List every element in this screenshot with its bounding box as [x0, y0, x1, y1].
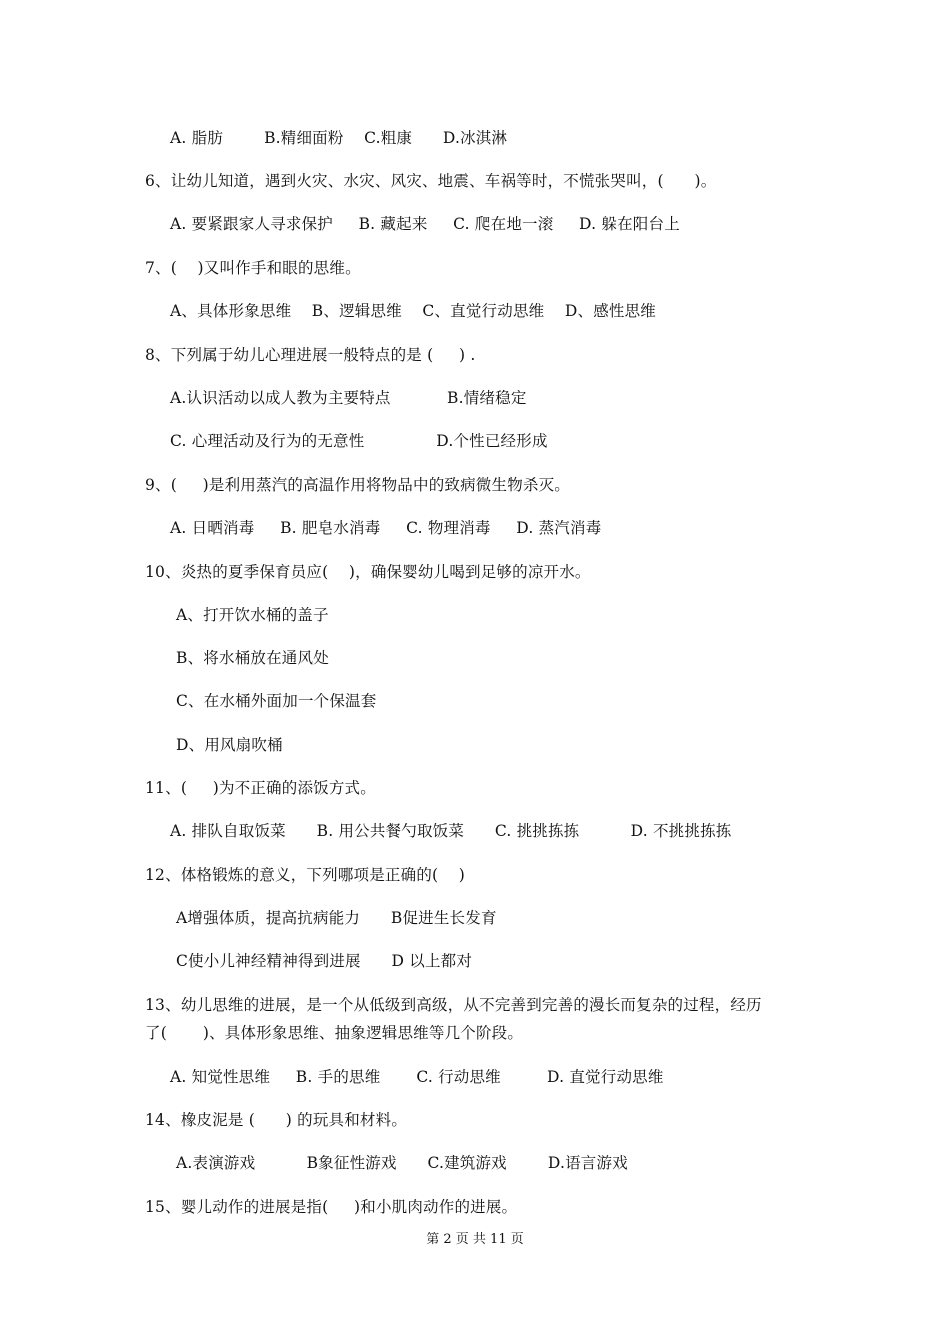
option-line-q8-cd: C. 心理活动及行为的无意性 D.个性已经形成 [170, 432, 548, 450]
option-line-q11: A. 排队自取饭菜 B. 用公共餐勺取饭菜 C. 挑挑拣拣 D. 不挑挑拣拣 [170, 822, 732, 840]
question-6: 6、让幼儿知道，遇到火灾、水灾、风灾、地震、车祸等时，不慌张哭叫，( )。 [145, 172, 717, 190]
question-8: 8、下列属于幼儿心理进展一般特点的是 ( ) . [145, 346, 476, 364]
option-q10-d: D、用风扇吹桶 [176, 736, 283, 754]
option-line-q8-ab: A.认识活动以成人教为主要特点 B.情绪稳定 [170, 389, 527, 407]
option-line-q13: A. 知觉性思维 B. 手的思维 C. 行动思维 D. 直觉行动思维 [170, 1068, 664, 1086]
option-q10-a: A、打开饮水桶的盖子 [176, 606, 329, 624]
question-14: 14、橡皮泥是 ( ) 的玩具和材料。 [145, 1111, 408, 1129]
question-13-line-2: 了( )、具体形象思维、抽象逻辑思维等几个阶段。 [145, 1024, 524, 1042]
option-line-q5: A. 脂肪 B.精细面粉 C.粗康 D.冰淇淋 [170, 129, 508, 147]
option-line-q12-ab: A增强体质，提高抗病能力 B促进生长发育 [176, 909, 497, 927]
page-footer: 第 2 页 共 11 页 [426, 1232, 524, 1247]
option-q10-b: B、将水桶放在通风处 [176, 649, 329, 667]
option-q10-c: C、在水桶外面加一个保温套 [176, 692, 377, 710]
option-line-q6: A. 要紧跟家人寻求保护 B. 藏起来 C. 爬在地一滚 D. 躲在阳台上 [170, 215, 680, 233]
option-line-q9: A. 日晒消毒 B. 肥皂水消毒 C. 物理消毒 D. 蒸汽消毒 [170, 519, 602, 537]
question-11: 11、( )为不正确的添饭方式。 [145, 779, 376, 797]
question-9: 9、( )是利用蒸汽的高温作用将物品中的致病微生物杀灭。 [145, 476, 570, 494]
option-line-q12-cd: C使小儿神经精神得到进展 D 以上都对 [176, 952, 473, 970]
question-15: 15、婴儿动作的进展是指( )和小肌肉动作的进展。 [145, 1198, 518, 1216]
question-7: 7、( )又叫作手和眼的思维。 [145, 259, 361, 277]
question-13-line-1: 13、幼儿思维的进展，是一个从低级到高级，从不完善到完善的漫长而复杂的过程，经历 [145, 996, 762, 1014]
option-line-q14: A.表演游戏 B象征性游戏 C.建筑游戏 D.语言游戏 [176, 1154, 628, 1172]
option-line-q7: A、具体形象思维 B、逻辑思维 C、直觉行动思维 D、感性思维 [170, 302, 656, 320]
question-10: 10、炎热的夏季保育员应( )，确保婴幼儿喝到足够的凉开水。 [145, 563, 591, 581]
question-12: 12、体格锻炼的意义，下列哪项是正确的( ) [145, 866, 466, 884]
